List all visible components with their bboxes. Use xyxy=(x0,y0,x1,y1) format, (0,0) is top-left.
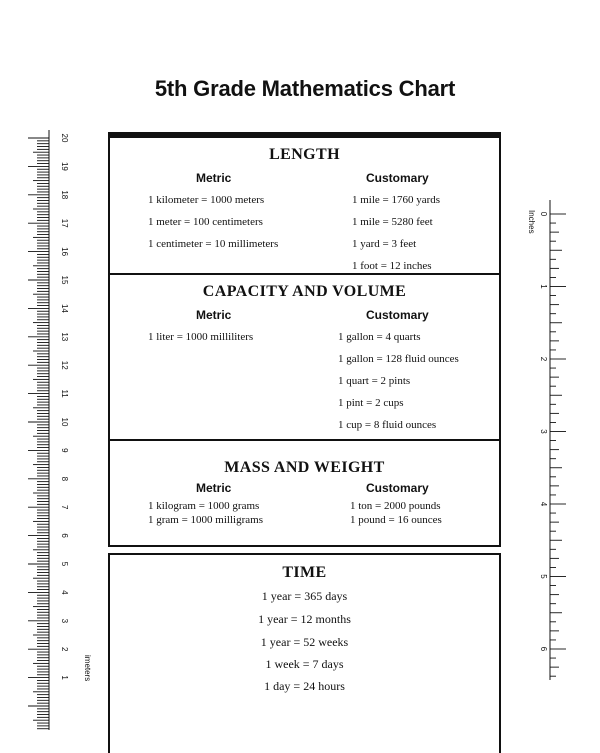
length-section xyxy=(108,132,501,275)
ruler-number: 14 xyxy=(59,303,69,313)
metric-line: 1 gram = 1000 milligrams xyxy=(148,514,263,526)
ruler-number: 17 xyxy=(59,218,69,228)
customary-line: 1 quart = 2 pints xyxy=(338,375,411,387)
customary-line: 1 pound = 16 ounces xyxy=(350,514,442,526)
metric-heading: Metric xyxy=(196,481,232,495)
customary-line: 1 gallon = 128 fluid ounces xyxy=(338,353,459,365)
ruler-unit-label: Inches xyxy=(527,210,536,234)
ruler-number: 19 xyxy=(59,161,69,171)
time-line: 1 day = 24 hours xyxy=(264,679,345,693)
metric-line: 1 kilogram = 1000 grams xyxy=(148,500,260,512)
customary-heading: Customary xyxy=(366,308,429,322)
customary-line: 1 ton = 2000 pounds xyxy=(350,500,441,512)
ruler-number: 16 xyxy=(59,247,69,257)
ruler-number: 7 xyxy=(59,504,69,510)
inch-ruler xyxy=(520,200,580,680)
centimeter-ruler xyxy=(28,130,88,730)
ruler-unit-label: imeters xyxy=(83,655,92,682)
ruler-number: 5 xyxy=(538,574,548,579)
metric-line: 1 meter = 100 centimeters xyxy=(148,216,263,228)
customary-line: 1 yard = 3 feet xyxy=(352,238,417,250)
ruler-ticks xyxy=(28,130,49,730)
page-title: 5th Grade Mathematics Chart xyxy=(154,76,456,101)
ruler-number: 3 xyxy=(538,429,548,434)
ruler-number: 1 xyxy=(538,284,548,289)
ruler-number: 9 xyxy=(59,448,69,453)
ruler-number: 18 xyxy=(59,190,69,200)
section-title: MASS AND WEIGHT xyxy=(224,459,385,476)
time-line: 1 year = 52 weeks xyxy=(260,635,349,649)
time-section xyxy=(108,553,501,753)
ruler-numbers xyxy=(60,134,69,681)
ruler-number: 6 xyxy=(59,533,69,538)
section-title: TIME xyxy=(282,564,327,581)
section-title: CAPACITY AND VOLUME xyxy=(202,283,407,300)
metric-line: 1 liter = 1000 milliliters xyxy=(148,331,254,343)
ruler-number: 4 xyxy=(59,590,69,595)
ruler-number: 6 xyxy=(538,646,548,652)
time-line: 1 year = 12 months xyxy=(258,612,351,626)
ruler-number: 3 xyxy=(59,618,69,624)
ruler-number: 2 xyxy=(59,646,69,652)
ruler-number: 0 xyxy=(538,211,548,217)
customary-line: 1 cup = 8 fluid ounces xyxy=(338,419,437,431)
ruler-number: 20 xyxy=(59,133,69,143)
ruler-numbers xyxy=(539,212,548,652)
capacity-section xyxy=(108,273,501,441)
ruler-number: 10 xyxy=(59,417,69,427)
ruler-number: 13 xyxy=(59,332,69,342)
ruler-number: 4 xyxy=(538,501,548,507)
time-line: 1 week = 7 days xyxy=(265,657,344,671)
customary-line: 1 mile = 5280 feet xyxy=(352,216,433,228)
time-line: 1 year = 365 days xyxy=(261,589,348,603)
customary-line: 1 foot = 12 inches xyxy=(352,260,432,272)
customary-line: 1 mile = 1760 yards xyxy=(352,194,441,206)
metric-heading: Metric xyxy=(196,171,232,185)
ruler-number: 8 xyxy=(59,476,69,482)
ruler-number: 12 xyxy=(59,360,69,370)
ruler-number: 15 xyxy=(59,275,69,285)
ruler-number: 5 xyxy=(59,561,69,567)
mass-section xyxy=(108,439,501,547)
customary-heading: Customary xyxy=(366,171,429,185)
customary-line: 1 pint = 2 cups xyxy=(338,397,404,409)
customary-heading: Customary xyxy=(366,481,429,495)
section-title: LENGTH xyxy=(269,146,340,163)
metric-line: 1 centimeter = 10 millimeters xyxy=(148,238,279,250)
ruler-ticks xyxy=(550,200,566,680)
customary-line: 1 gallon = 4 quarts xyxy=(338,331,421,343)
ruler-number: 1 xyxy=(59,675,69,680)
ruler-number: 11 xyxy=(59,389,69,398)
metric-line: 1 kilometer = 1000 meters xyxy=(148,194,265,206)
ruler-number: 2 xyxy=(538,356,548,362)
metric-heading: Metric xyxy=(196,308,232,322)
